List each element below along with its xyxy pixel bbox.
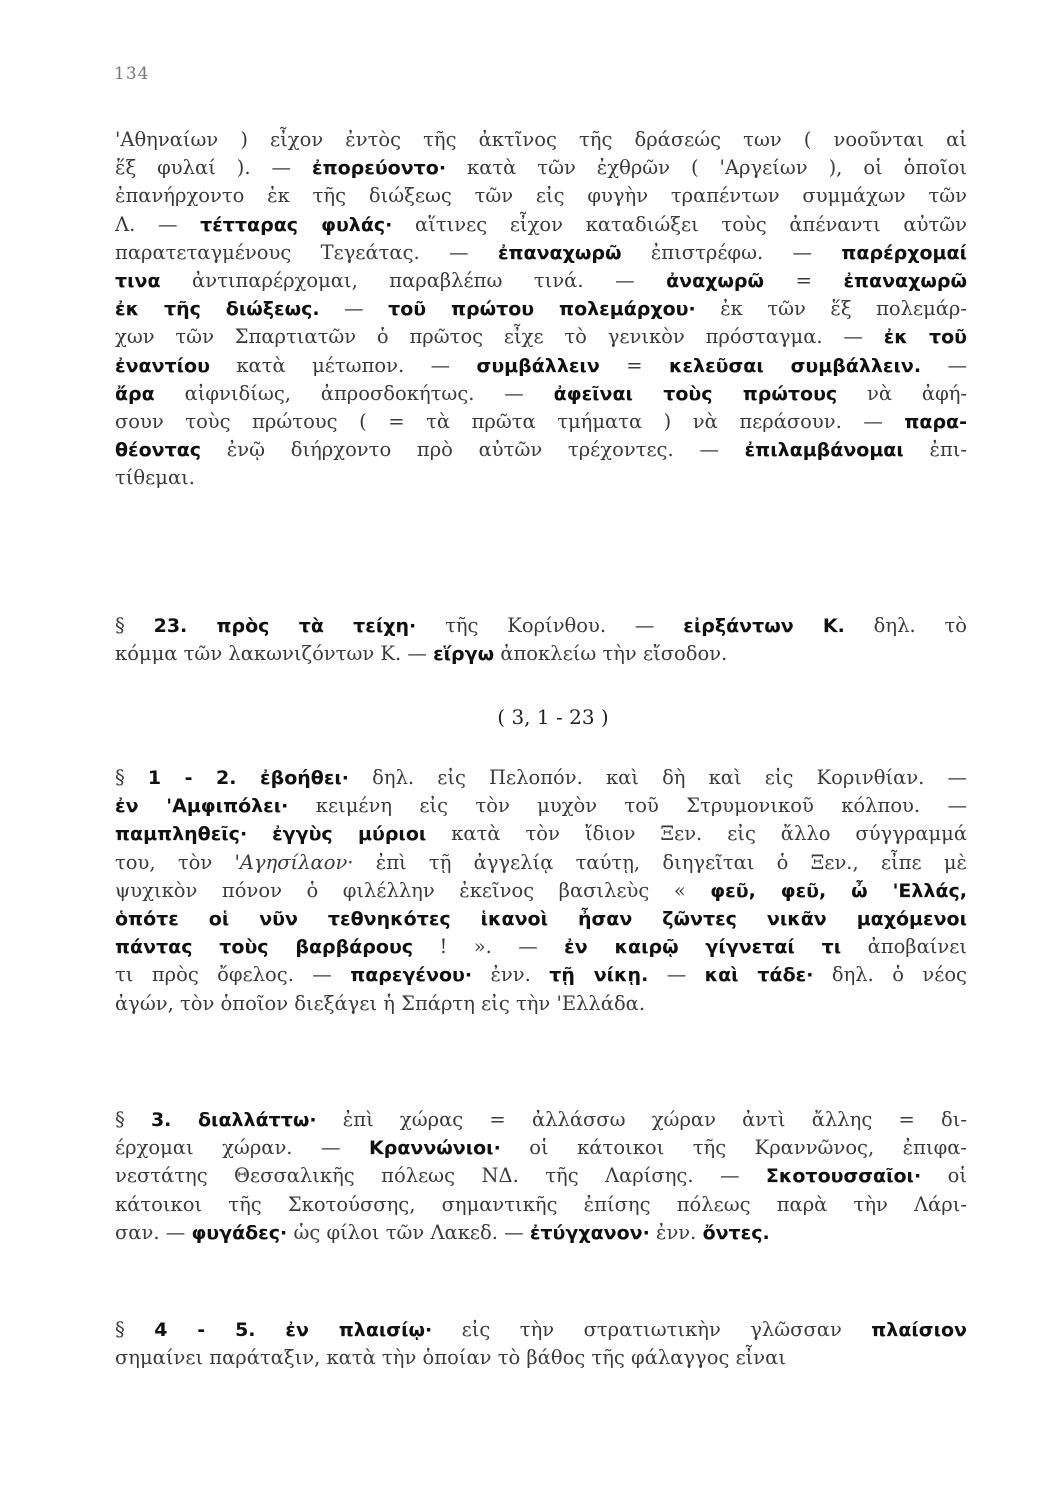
- bold-term: παρα-: [904, 411, 967, 434]
- bold-term: κελεῦσαι συμβάλλειν.: [668, 354, 922, 377]
- text-line: [115, 239, 967, 267]
- text-run: σημαίνει παράταξιν, κατὰ τὴν ὁποίαν τὸ βάθος τῆς φάλαγγος εἶναι: [115, 1346, 786, 1370]
- text-line: [115, 849, 967, 877]
- bold-term: τῇ νίκῃ.: [549, 964, 649, 987]
- bold-term: πάντας τοὺς βαρβάρους: [115, 936, 414, 959]
- text-line: [115, 990, 967, 1018]
- text-line: [115, 380, 967, 408]
- text-line: [115, 126, 967, 154]
- bold-term: καὶ τάδε·: [704, 964, 814, 987]
- text-run: δηλ. εἰς Πελοπόν. καὶ δὴ καὶ εἰς Κορινθίαν. —: [349, 766, 967, 789]
- text-run: —: [648, 963, 705, 987]
- text-run: 'Αθηναίων ) εἶχον ἐντὸς τῆς ἀκτῖνος τῆς δράσεώς των ( νοοῦνται αἱ: [115, 128, 967, 151]
- text-run: ἐπιστρέφω. —: [621, 240, 842, 264]
- text-run: ἀντιπαρέρχομαι, παραβλέπω τινά. —: [160, 269, 667, 293]
- text-run: ἀποβαίνει: [841, 935, 967, 959]
- section-heading: [0, 705, 1046, 729]
- text-run: δηλ. τὸ: [844, 614, 967, 637]
- text-line: [115, 408, 967, 436]
- text-line: [115, 352, 967, 380]
- text-line: [115, 436, 967, 464]
- bold-term: 23. πρὸς τὰ τείχη·: [153, 615, 417, 637]
- text-line: [115, 295, 967, 323]
- bold-term: ὁπότε οἱ νῦν τεθνηκότες ἱκανοὶ ἦσαν ζῶντες νικᾶν μαχόμενοι: [115, 908, 967, 931]
- text-run: κατὰ τῶν ἐχθρῶν ( 'Αργείων ), οἱ ὁποῖοι: [446, 156, 967, 180]
- text-line: [115, 961, 967, 989]
- text-line: [115, 211, 967, 239]
- text-run: ἐπὶ τῇ ἀγγελίᾳ ταύτῃ, διηγεῖται ὁ Ξεν., εἶπε μὲ: [353, 850, 967, 874]
- bold-term: τινα: [115, 270, 161, 293]
- text-run: ἀποκλείω τὴν εἴσοδον.: [494, 642, 728, 666]
- text-run: δηλ. ὁ νέος: [813, 963, 967, 987]
- text-run: νὰ ἀφή-: [837, 381, 967, 405]
- commentary-paragraph: [115, 126, 967, 493]
- text-run: κόμμα τῶν λακωνιζόντων Κ. —: [115, 642, 434, 666]
- bold-term: ἄρα: [115, 382, 155, 405]
- text-run: =: [599, 353, 669, 377]
- bold-term: 3. διαλλάττω·: [150, 1109, 317, 1131]
- bold-term: ἐν καιρῷ γίγνεταί τι: [564, 936, 842, 959]
- page-number: 134: [114, 64, 150, 84]
- bold-term: φεῦ, φεῦ, ὦ 'Ελλάς,: [710, 879, 967, 902]
- text-line: [115, 933, 967, 961]
- text-line: [115, 1344, 967, 1372]
- text-run: τίθεμαι.: [115, 466, 195, 490]
- text-line: [115, 877, 967, 905]
- text-run: —: [921, 353, 967, 377]
- text-run: εἰς τὴν στρατιωτικὴν γλῶσσαν: [432, 1318, 872, 1341]
- text-line: [115, 267, 967, 295]
- section-heading-text: ( 3, 1 - 23 ): [497, 705, 609, 729]
- text-line: [115, 905, 967, 933]
- text-run: ἐνν.: [649, 1220, 703, 1244]
- bold-term: πλαίσιον: [871, 1319, 967, 1341]
- bold-term: εἵργω: [433, 643, 495, 666]
- bold-term: ὄντες.: [702, 1221, 770, 1244]
- text-run: §: [115, 614, 154, 637]
- bold-term: ἐν 'Αμφιπόλει·: [115, 795, 289, 818]
- bold-term: συμβάλλειν: [476, 354, 600, 377]
- commentary-paragraph: [115, 1106, 967, 1247]
- text-run: νεστάτης Θεσσαλικῆς πόλεως ΝΔ. τῆς Λαρίσης. —: [115, 1164, 766, 1188]
- text-line: [115, 792, 967, 820]
- bold-term: 4 - 5. ἐν πλαισίῳ·: [154, 1319, 433, 1341]
- text-line: [115, 764, 967, 792]
- text-run: §: [115, 1108, 151, 1131]
- bold-term: παρέρχομαί: [841, 241, 967, 264]
- text-run: σουν τοὺς πρώτους ( = τὰ πρῶτα τμήματα ) νὰ περάσουν. —: [115, 410, 905, 434]
- text-run: τι πρὸς ὄφελος. —: [115, 963, 351, 987]
- commentary-paragraph: [115, 764, 967, 1018]
- bold-term: παρεγένου·: [350, 964, 473, 987]
- text-line: [115, 612, 967, 640]
- bold-term: τοῦ πρώτου πολεμάρχου·: [388, 298, 696, 321]
- text-run: Λ. —: [115, 212, 201, 236]
- text-run: του, τὸν: [115, 850, 235, 874]
- bold-term: Σκοτουσσαῖοι·: [765, 1165, 922, 1188]
- bold-term: ἐκ τοῦ: [883, 326, 967, 349]
- text-run: ἐνν.: [472, 963, 550, 987]
- text-line: [115, 182, 967, 210]
- text-line: [115, 640, 967, 668]
- text-run: ψυχικὸν πόνον ὁ φιλέλλην ἐκεῖνος βασιλεὺς «: [115, 878, 711, 902]
- bold-term: ἐπαναχωρῶ: [843, 270, 967, 293]
- commentary-paragraph: [115, 612, 967, 668]
- bold-term: ἐναντίου: [115, 354, 210, 377]
- text-run: αἰφνιδίως, ἀπροσδοκήτως. —: [154, 381, 554, 405]
- text-run: κατὰ τὸν ἴδιον Ξεν. εἰς ἄλλο σύγγραμμά: [426, 822, 967, 846]
- text-run: αἵτινες εἶχον καταδιώξει τοὺς ἀπέναντι αὐτῶν: [392, 212, 967, 236]
- text-run: ἐπὶ χώρας = ἀλλάσσω χώραν ἀντὶ ἄλλης = δι-: [316, 1108, 967, 1131]
- text-run: ἕξ φυλαί ). —: [115, 156, 313, 180]
- text-run: τῆς Κορίνθου. —: [416, 614, 684, 637]
- bold-term: ἐκ τῆς διώξεως.: [115, 298, 320, 321]
- text-run: κατὰ μέτωπον. —: [209, 353, 477, 377]
- bold-term: θέοντας: [115, 439, 202, 462]
- bold-term: 1 - 2. ἐβοήθει·: [147, 767, 350, 789]
- text-run: ἐπι-: [903, 438, 967, 462]
- text-line: [115, 820, 967, 848]
- bold-term: τέτταρας φυλάς·: [200, 213, 393, 236]
- text-line: [115, 1316, 967, 1344]
- bold-term: ἐπορεύοντο·: [312, 157, 447, 180]
- bold-term: εἰρξάντων Κ.: [683, 615, 845, 637]
- bold-term: ἀναχωρῶ: [666, 270, 765, 293]
- text-run: παρατεταγμένους Τεγεάτας. —: [115, 240, 498, 264]
- text-run: χων τῶν Σπαρτιατῶν ὁ πρῶτος εἶχε τὸ γενικὸν πρόσταγμα. —: [115, 325, 884, 349]
- text-run: —: [319, 297, 389, 321]
- text-line: [115, 1162, 967, 1190]
- text-run: σαν. —: [115, 1220, 192, 1244]
- text-run: ἀγών, τὸν ὁποῖον διεξάγει ἡ Σπάρτη εἰς τὴν 'Ελλάδα.: [115, 991, 646, 1015]
- text-line: [115, 323, 967, 351]
- text-run: ἐνῷ διήρχοντο πρὸ αὐτῶν τρέχοντες. —: [201, 438, 745, 462]
- bold-term: ἀφεῖναι τοὺς πρώτους: [553, 382, 838, 405]
- bold-term: ἐγγὺς μύριοι: [272, 823, 427, 846]
- bold-term: ἐτύγχανον·: [529, 1221, 650, 1244]
- text-run: §: [115, 766, 148, 789]
- text-run: κάτοικοι τῆς Σκοτούσσης, σημαντικῆς ἐπίσης πόλεως παρὰ τὴν Λάρι-: [115, 1192, 967, 1216]
- text-run: ! ». —: [413, 935, 565, 959]
- text-line: [115, 1191, 967, 1219]
- italic-title: 'Αγησίλαον·: [234, 850, 354, 874]
- text-run: ἐπανήρχοντο ἐκ τῆς διώξεως τῶν εἰς φυγὴν τραπέντων συμμάχων τῶν: [115, 184, 967, 208]
- commentary-paragraph: [115, 1316, 967, 1372]
- text-run: [247, 822, 272, 845]
- text-line: [115, 1134, 967, 1162]
- text-run: οἱ: [921, 1164, 967, 1188]
- bold-term: φυγάδες·: [191, 1221, 288, 1244]
- text-run: =: [764, 269, 844, 293]
- text-line: [115, 464, 967, 492]
- bold-term: ἐπιλαμβάνομαι: [744, 439, 904, 462]
- bold-term: Κραννώνιοι·: [369, 1137, 501, 1160]
- text-run: οἱ κάτοικοι τῆς Κραννῶνος, ἐπιφα-: [500, 1136, 967, 1160]
- bold-term: ἐπαναχωρῶ: [497, 241, 622, 264]
- text-run: κειμένη εἰς τὸν μυχὸν τοῦ Στρυμονικοῦ κόλπου. —: [288, 794, 967, 818]
- text-line: [115, 1106, 967, 1134]
- text-run: ἐκ τῶν ἕξ πολεμάρ-: [695, 297, 967, 321]
- text-run: έρχομαι χώραν. —: [115, 1136, 369, 1160]
- text-run: ὡς φίλοι τῶν Λακεδ. —: [287, 1220, 530, 1244]
- text-line: [115, 1219, 967, 1247]
- text-line: [115, 154, 967, 182]
- text-run: §: [115, 1318, 155, 1341]
- bold-term: παμπληθεῖς·: [115, 823, 248, 846]
